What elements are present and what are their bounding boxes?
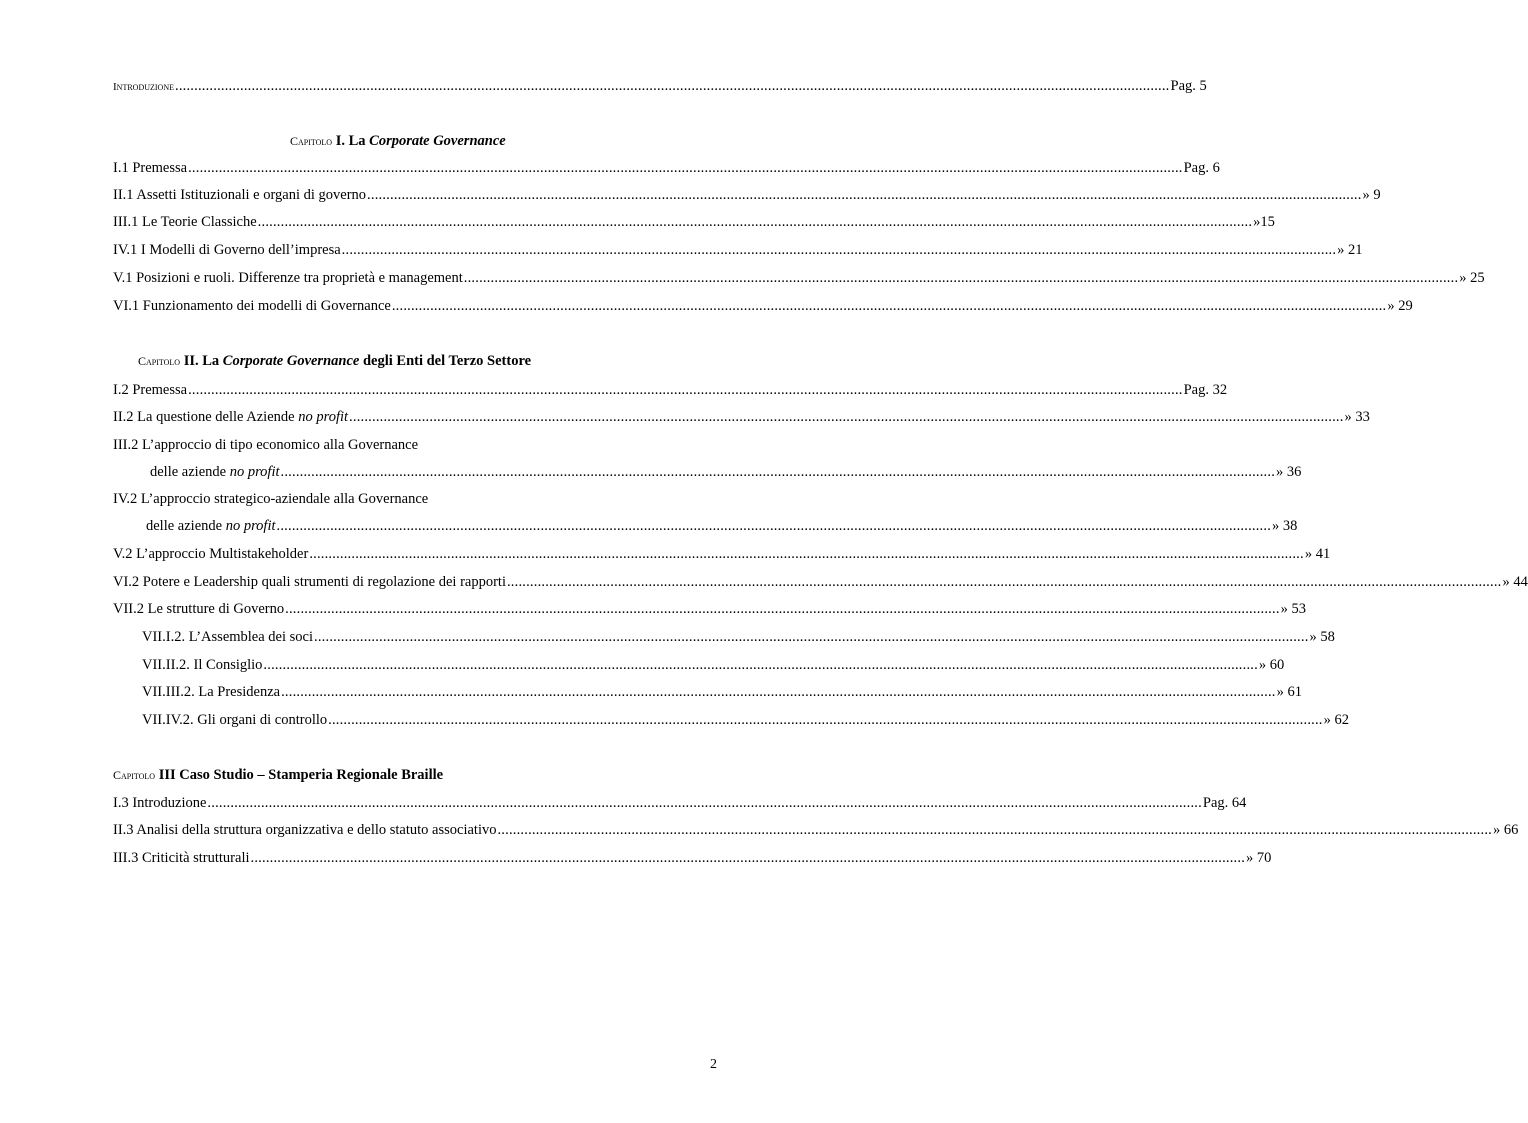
- toc-label: III.1 Le Teorie Classiche: [113, 214, 257, 230]
- dot-leader: ....................................................................................................................................................................................................................................................................: [276, 518, 1272, 534]
- toc-entry-introduzione: [113, 77, 1207, 96]
- toc-page: » 60: [1258, 657, 1285, 673]
- toc-page: » 70: [1246, 850, 1272, 866]
- toc-entry: [113, 381, 1228, 399]
- toc-label: V.2 L’approccio Multistakeholder: [113, 546, 309, 562]
- chapter-title-italic: Corporate Governance: [222, 353, 360, 369]
- dot-leader: ....................................................................................................................................................................................................................................................................: [314, 629, 1309, 645]
- toc-entry: [113, 600, 1307, 618]
- chapter-1-heading: [290, 132, 506, 150]
- toc-label: Introduzione: [113, 81, 174, 93]
- toc-entry: [113, 241, 1363, 259]
- dot-leader: ....................................................................................................................................................................................................................................................................: [280, 464, 1276, 480]
- toc-label: VII.I.2. L’Assemblea dei soci: [142, 629, 314, 645]
- chapter-2-heading: [138, 352, 531, 370]
- toc-label: IV.2 L’approccio strategico-aziendale alla Governance: [113, 491, 429, 507]
- toc-page: » 61: [1276, 684, 1302, 700]
- toc-entry: [113, 849, 1272, 867]
- toc-entry: [113, 269, 1485, 287]
- toc-page: » 9: [1362, 187, 1381, 203]
- chapter-title-rest: degli Enti del Terzo Settore: [359, 353, 532, 369]
- toc-entry: [113, 821, 1519, 839]
- toc-label: II.1 Assetti Istituzionali e organi di governo: [113, 187, 367, 203]
- toc-page: » 41: [1304, 546, 1331, 562]
- toc-label: delle aziende no profit: [150, 464, 280, 480]
- chapter-title-italic: Corporate Governance: [369, 133, 506, 149]
- toc-subentry: [142, 628, 1335, 646]
- toc-page: » 29: [1387, 298, 1413, 314]
- dot-leader: ....................................................................................................................................................................................................................................................................: [250, 850, 1246, 866]
- dot-leader: ....................................................................................................................................................................................................................................................................: [257, 214, 1253, 230]
- toc-entry: [113, 297, 1413, 315]
- toc-page: » 21: [1337, 242, 1363, 258]
- chapter-prefix: Capitolo: [113, 768, 156, 782]
- chapter-number: I. La: [335, 133, 370, 149]
- toc-label: III.3 Criticità strutturali: [113, 850, 250, 866]
- toc-page: » 38: [1272, 518, 1298, 534]
- toc-page: » 53: [1280, 601, 1307, 617]
- chapter-prefix: Capitolo: [290, 134, 333, 148]
- toc-entry: [113, 213, 1275, 231]
- dot-leader: ....................................................................................................................................................................................................................................................................: [281, 684, 1276, 700]
- toc-page: Pag. 32: [1183, 382, 1228, 398]
- toc-label: VII.2 Le strutture di Governo: [113, 601, 285, 617]
- toc-label: VI.1 Funzionamento dei modelli di Governance: [113, 298, 391, 314]
- dot-leader: ....................................................................................................................................................................................................................................................................: [263, 657, 1258, 673]
- dot-leader: ....................................................................................................................................................................................................................................................................: [391, 298, 1387, 314]
- toc-entry: [113, 436, 719, 454]
- toc-subentry: [142, 683, 1302, 701]
- chapter-prefix: Capitolo: [138, 354, 181, 368]
- toc-entry: [113, 490, 719, 508]
- dot-leader: ....................................................................................................................................................................................................................................................................: [349, 409, 1344, 425]
- dot-leader: ....................................................................................................................................................................................................................................................................: [367, 187, 1362, 203]
- dot-leader: ....................................................................................................................................................................................................................................................................: [188, 382, 1183, 398]
- toc-page: » 33: [1344, 409, 1370, 425]
- page-number: 2: [710, 1057, 717, 1072]
- chapter-title: III Caso Studio – Stamperia Regionale Braille: [155, 767, 444, 783]
- toc-page: Pag. 64: [1202, 795, 1247, 811]
- toc-entry: [113, 545, 1331, 563]
- toc-entry: [150, 463, 1302, 481]
- dot-leader: ....................................................................................................................................................................................................................................................................: [497, 822, 1492, 838]
- dot-leader: ....................................................................................................................................................................................................................................................................: [309, 546, 1304, 562]
- toc-page: » 62: [1323, 712, 1349, 728]
- dot-leader: ....................................................................................................................................................................................................................................................................: [285, 601, 1280, 617]
- toc-page: Pag. 6: [1183, 160, 1220, 176]
- toc-label: III.2 L’approccio di tipo economico alla Governance: [113, 437, 419, 453]
- toc-label: I.1 Premessa: [113, 160, 188, 176]
- toc-entry: [113, 573, 1528, 591]
- chapter-3-heading: [113, 766, 443, 784]
- toc-page: » 58: [1309, 629, 1335, 645]
- dot-leader: ....................................................................................................................................................................................................................................................................: [175, 78, 1170, 94]
- toc-page: »15: [1253, 214, 1275, 230]
- toc-entry: [113, 408, 1370, 426]
- toc-label: I.3 Introduzione: [113, 795, 207, 811]
- dot-leader: ....................................................................................................................................................................................................................................................................: [207, 795, 1202, 811]
- toc-page: » 66: [1492, 822, 1519, 838]
- dot-leader: ....................................................................................................................................................................................................................................................................: [188, 160, 1183, 176]
- toc-page: » 25: [1459, 270, 1485, 286]
- toc-label: VII.IV.2. Gli organi di controllo: [142, 712, 328, 728]
- toc-page: » 44: [1502, 574, 1528, 590]
- toc-label: delle aziende no profit: [146, 518, 276, 534]
- toc-label: II.2 La questione delle Aziende no profit: [113, 409, 349, 425]
- toc-label: VII.III.2. La Presidenza: [142, 684, 281, 700]
- toc-label: VI.2 Potere e Leadership quali strumenti di regolazione dei rapporti: [113, 574, 506, 590]
- toc-label: VII.II.2. Il Consiglio: [142, 657, 263, 673]
- dot-leader: ....................................................................................................................................................................................................................................................................: [328, 712, 1323, 728]
- toc-entry: [146, 517, 1298, 535]
- toc-label: V.1 Posizioni e ruoli. Differenze tra proprietà e management: [113, 270, 463, 286]
- toc-label: IV.1 I Modelli di Governo dell’impresa: [113, 242, 341, 258]
- toc-entry: [113, 794, 1247, 812]
- toc-subentry: [142, 711, 1349, 729]
- chapter-number: II. La: [183, 353, 223, 369]
- toc-label: I.2 Premessa: [113, 382, 188, 398]
- dot-leader: ....................................................................................................................................................................................................................................................................: [463, 270, 1459, 286]
- toc-entry: [113, 159, 1220, 177]
- dot-leader: ....................................................................................................................................................................................................................................................................: [341, 242, 1337, 258]
- toc-page: » 36: [1276, 464, 1302, 480]
- dot-leader: ....................................................................................................................................................................................................................................................................: [506, 574, 1502, 590]
- toc-label: II.3 Analisi della struttura organizzativa e dello statuto associativo: [113, 822, 497, 838]
- toc-entry: [113, 186, 1381, 204]
- toc-page: Pag. 5: [1170, 78, 1207, 94]
- toc-subentry: [142, 656, 1285, 674]
